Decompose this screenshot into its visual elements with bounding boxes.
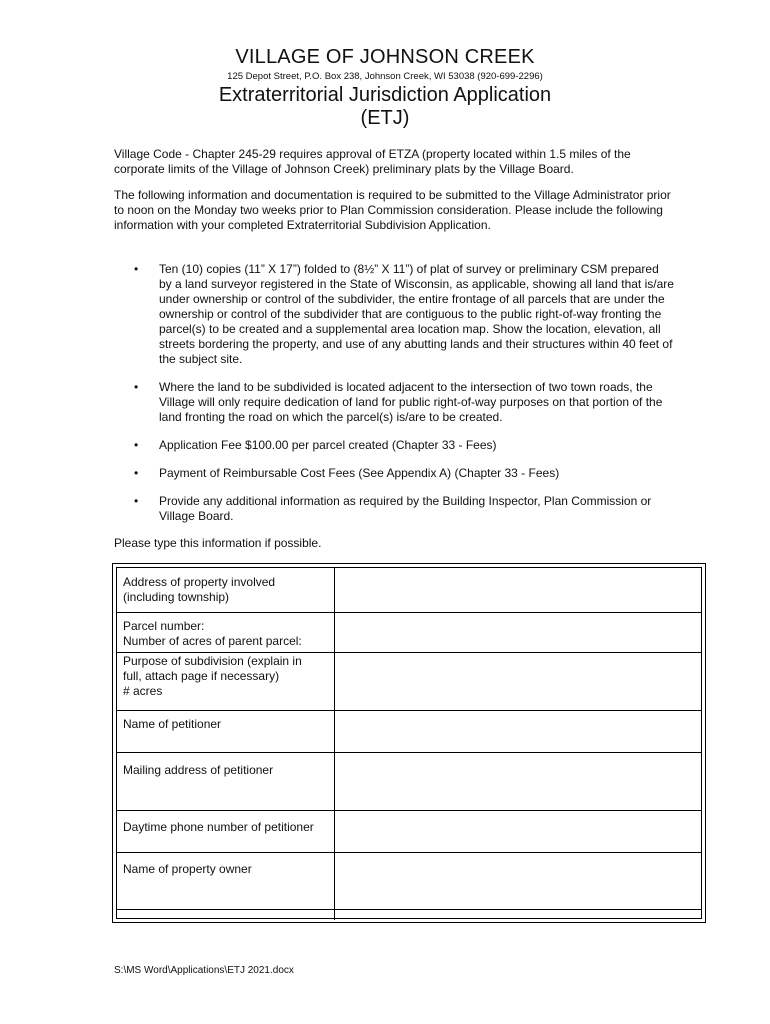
list-item-text: Application Fee $100.00 per parcel created (Chapter 33 - Fees) xyxy=(159,438,497,452)
list-item xyxy=(114,380,674,425)
form-row-property-owner xyxy=(117,853,701,910)
form-row-spacer xyxy=(117,910,701,920)
list-item xyxy=(114,262,674,367)
mailing-address-field[interactable] xyxy=(335,753,701,810)
form-label-parcel-number: Parcel number: Number of acres of parent parcel: xyxy=(117,613,335,652)
form-label-petitioner-name: Name of petitioner xyxy=(117,711,335,752)
property-address-field[interactable] xyxy=(335,568,701,612)
form-table-inner xyxy=(116,567,702,919)
form-row-purpose xyxy=(117,653,701,711)
list-item xyxy=(114,466,674,481)
list-item-text: Payment of Reimbursable Cost Fees (See Appendix A) (Chapter 33 - Fees) xyxy=(159,466,560,480)
bullet-icon: • xyxy=(134,494,139,508)
village-title: VILLAGE OF JOHNSON CREEK xyxy=(235,46,535,68)
form-spacer-value xyxy=(335,910,701,920)
list-item xyxy=(114,438,674,453)
form-label-property-owner: Name of property owner xyxy=(117,853,335,909)
list-item xyxy=(114,494,674,524)
bullet-icon: • xyxy=(134,262,139,276)
list-item-text: Ten (10) copies (11” X 17”) folded to (8½” X 11”) of plat of survey or preliminary CSM prepared by a land surveyor registered in the State of Wisconsin, as applicable, showing all land that is/are under ownership or control of the subdivider, the entire frontage of all parcels that are under the ownership or control of the subdivider that are contiguous to the public right-of-way fronting the parcel(s) to be created and a supplemental area location map. Show the location, elevation, all streets bordering the property, and use of any abutting lands and their structures within 40 feet of the subject site. xyxy=(159,262,674,366)
bullet-icon: • xyxy=(134,466,139,480)
list-item-text: Where the land to be subdivided is located adjacent to the intersection of two town roads, the Village will only require dedication of land for public right-of-way purposes on that portion of the land fronting the road on which the parcel(s) is/are to be created. xyxy=(159,380,663,424)
requirements-list xyxy=(114,262,674,524)
form-title xyxy=(0,84,770,130)
purpose-field[interactable] xyxy=(335,653,701,710)
form-row-mailing-address xyxy=(117,753,701,811)
form-title-line1: Extraterritorial Jurisdiction Application xyxy=(218,84,552,106)
property-owner-field[interactable] xyxy=(335,853,701,909)
phone-field[interactable] xyxy=(335,811,701,852)
form-row-property-address xyxy=(117,568,701,613)
intro-paragraph: Village Code - Chapter 245-29 requires approval of ETZA (property located within 1.5 miles of the corporate limits of the Village of Johnson Creek) preliminary plats by the Village Board. xyxy=(114,147,631,176)
form-label-mailing-address: Mailing address of petitioner xyxy=(117,753,335,810)
village-address: 125 Depot Street, P.O. Box 238, Johnson Creek, WI 53038 (920-699-2296) xyxy=(227,71,543,82)
list-item-text: Provide any additional information as required by the Building Inspector, Plan Commission or Village Board. xyxy=(159,494,652,523)
type-instruction: Please type this information if possible. xyxy=(114,536,322,550)
form-row-petitioner-name xyxy=(117,711,701,753)
file-path-footer: S:\MS Word\Applications\ETJ 2021.docx xyxy=(114,965,294,976)
bullet-icon: • xyxy=(134,438,139,452)
form-label-phone: Daytime phone number of petitioner xyxy=(117,811,335,852)
form-title-line2: (ETJ) xyxy=(360,107,410,129)
parcel-number-field[interactable] xyxy=(335,613,701,652)
form-spacer-cell xyxy=(117,910,335,920)
application-form-table xyxy=(112,563,706,923)
form-label-purpose: Purpose of subdivision (explain in full, attach page if necessary) # acres xyxy=(117,653,335,710)
form-label-property-address: Address of property involved (including township) xyxy=(117,568,335,612)
requirements-paragraph: The following information and documentation is required to be submitted to the Village Administrator prior to noon on the Monday two weeks prior to Plan Commission consideration. Please include the following information with your completed Extraterritorial Subdivision Application. xyxy=(114,188,671,232)
form-row-phone xyxy=(117,811,701,853)
form-row-parcel-number xyxy=(117,613,701,653)
petitioner-name-field[interactable] xyxy=(335,711,701,752)
bullet-icon: • xyxy=(134,380,139,394)
